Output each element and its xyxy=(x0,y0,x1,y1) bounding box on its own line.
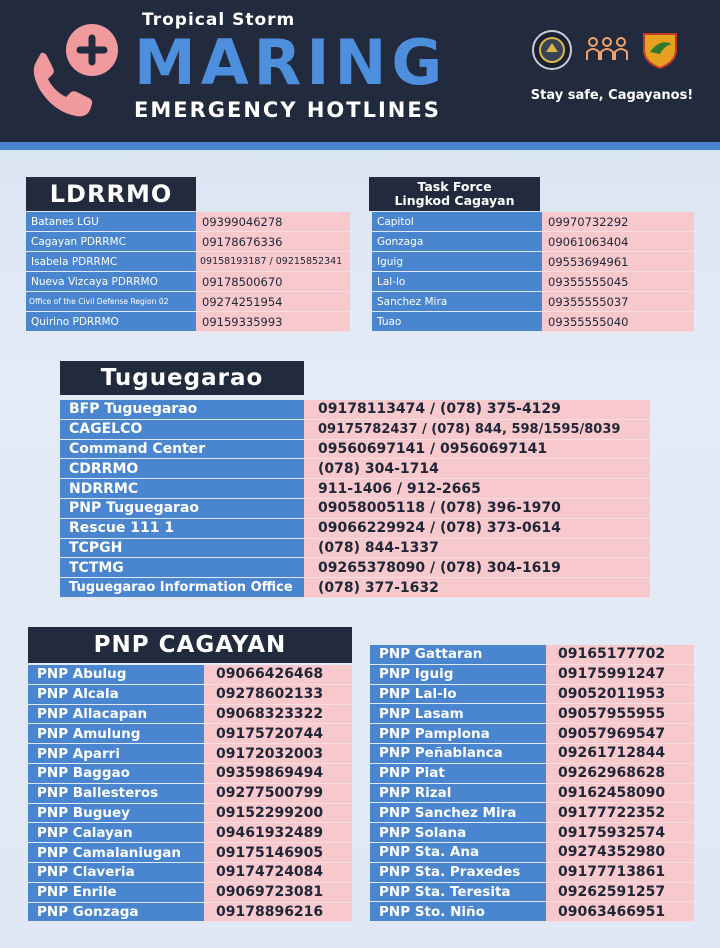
phone-number: 09277500799 xyxy=(204,784,352,804)
agency-name: Command Center xyxy=(60,440,304,460)
phone-number: 09178113474 / (078) 375-4129 xyxy=(304,400,650,420)
tuguegarao-title xyxy=(60,361,304,395)
station-name: PNP Alcala xyxy=(28,685,204,705)
table-row xyxy=(372,232,694,252)
phone-number: 09178676336 xyxy=(196,232,350,252)
table-row xyxy=(28,784,352,804)
phone-number: 911-1406 / 912-2665 xyxy=(304,479,650,499)
table-row xyxy=(26,252,350,272)
station-name: PNP Lal-lo xyxy=(370,685,546,705)
station-name: PNP Solana xyxy=(370,823,546,843)
table-row xyxy=(28,823,352,843)
phone-number: 09152299200 xyxy=(204,804,352,824)
station-name: PNP Sta. Praxedes xyxy=(370,863,546,883)
table-row xyxy=(372,252,694,272)
table-row xyxy=(26,312,350,332)
agency-name: Nueva Vizcaya PDRRMO xyxy=(26,272,196,292)
station-name: PNP Rizal xyxy=(370,784,546,804)
table-row xyxy=(60,479,650,499)
phone-number: 09178896216 xyxy=(204,903,352,923)
station-name: PNP Baggao xyxy=(28,764,204,784)
phone-number: 09262591257 xyxy=(546,883,694,903)
phone-number: 09261712844 xyxy=(546,744,694,764)
agency-name: BFP Tuguegarao xyxy=(60,400,304,420)
phone-number: 09175932574 xyxy=(546,823,694,843)
station-name: PNP Amulung xyxy=(28,724,204,744)
tuguegarao-table xyxy=(60,400,650,598)
header-divider-strip xyxy=(0,142,720,150)
agency-name: Quirino PDRRMO xyxy=(26,312,196,332)
agency-name: Rescue 111 1 xyxy=(60,519,304,539)
table-row xyxy=(28,724,352,744)
agency-name: Cagayan PDRRMC xyxy=(26,232,196,252)
table-row xyxy=(28,863,352,883)
table-row xyxy=(28,685,352,705)
table-row xyxy=(372,312,694,332)
task-force-title-line2: Lingkod Cagayan xyxy=(394,193,515,208)
phone-number: 09175146905 xyxy=(204,843,352,863)
phone-number: 09178500670 xyxy=(196,272,350,292)
phone-number: 09359869494 xyxy=(204,764,352,784)
table-row xyxy=(370,724,694,744)
table-row xyxy=(372,272,694,292)
table-row xyxy=(370,803,694,823)
table-row xyxy=(28,764,352,784)
agency-name: Tuguegarao Information Office xyxy=(60,578,304,598)
agency-name: TCPGH xyxy=(60,539,304,559)
table-row xyxy=(60,459,650,479)
pnp-cagayan-title-text: PNP CAGAYAN xyxy=(93,632,287,658)
table-row xyxy=(26,232,350,252)
phone-number: 09265378090 / (078) 304-1619 xyxy=(304,558,650,578)
table-row xyxy=(370,764,694,784)
table-row xyxy=(60,440,650,460)
tuguegarao-title-text: Tuguegarao xyxy=(100,365,264,391)
tagline: Stay safe, Cagayanos! xyxy=(530,88,694,103)
station-name: PNP Sanchez Mira xyxy=(370,803,546,823)
table-row xyxy=(370,823,694,843)
phone-number: 09068323322 xyxy=(204,705,352,725)
station-name: PNP Sta. Teresita xyxy=(370,883,546,903)
phone-number: 09159335993 xyxy=(196,312,350,332)
agency-name: TCTMG xyxy=(60,558,304,578)
phone-number: 09175782437 / (078) 844, 598/1595/8039 xyxy=(304,420,650,440)
phone-number: 09061063404 xyxy=(542,232,694,252)
location-name: Capitol xyxy=(372,212,542,232)
table-row xyxy=(370,902,694,922)
station-name: PNP Gonzaga xyxy=(28,903,204,923)
shield-logo-icon xyxy=(640,30,680,70)
phone-number: 09278602133 xyxy=(204,685,352,705)
phone-number: 09560697141 / 09560697141 xyxy=(304,440,650,460)
agency-name: PNP Tuguegarao xyxy=(60,499,304,519)
phone-number: (078) 304-1714 xyxy=(304,459,650,479)
ldrrmo-title-text: LDRRMO xyxy=(49,180,173,208)
table-row xyxy=(26,292,350,312)
table-row xyxy=(28,883,352,903)
agency-logos xyxy=(532,30,682,74)
station-name: PNP Sta. Ana xyxy=(370,843,546,863)
station-name: PNP Ballesteros xyxy=(28,784,204,804)
phone-number: 09172032003 xyxy=(204,744,352,764)
phone-number: 09175991247 xyxy=(546,665,694,685)
phone-number: 09162458090 xyxy=(546,784,694,804)
pnp-right-table xyxy=(370,645,694,922)
agency-name: CDRRMO xyxy=(60,459,304,479)
station-name: PNP Sto. Niño xyxy=(370,902,546,922)
table-row xyxy=(372,292,694,312)
agency-name: Office of the Civil Defense Region 02 xyxy=(26,292,196,312)
storm-type-label: Tropical Storm xyxy=(142,10,296,30)
seal-logo-icon xyxy=(532,30,572,70)
agency-name: Batanes LGU xyxy=(26,212,196,232)
station-name: PNP Calayan xyxy=(28,823,204,843)
table-row xyxy=(370,843,694,863)
table-row xyxy=(28,843,352,863)
phone-number: 09970732292 xyxy=(542,212,694,232)
table-row xyxy=(60,420,650,440)
table-row xyxy=(28,903,352,923)
station-name: PNP Aparri xyxy=(28,744,204,764)
table-row xyxy=(370,704,694,724)
table-row xyxy=(370,665,694,685)
table-row xyxy=(60,519,650,539)
station-name: PNP Claveria xyxy=(28,863,204,883)
table-row xyxy=(370,883,694,903)
phone-number: 09553694961 xyxy=(542,252,694,272)
phone-number: 09274251954 xyxy=(196,292,350,312)
pnp-left-table xyxy=(28,665,352,922)
phone-number: 09175720744 xyxy=(204,724,352,744)
phone-number: 09355555040 xyxy=(542,312,694,332)
station-name: PNP Abulug xyxy=(28,665,204,685)
phone-number: 09058005118 / (078) 396-1970 xyxy=(304,499,650,519)
phone-number: 09177722352 xyxy=(546,803,694,823)
ldrrmo-table xyxy=(26,212,350,332)
phone-number: 09158193187 / 09215852341 xyxy=(196,252,350,272)
phone-number: 09355555045 xyxy=(542,272,694,292)
table-row xyxy=(370,784,694,804)
table-row xyxy=(28,665,352,685)
phone-number: 09274352980 xyxy=(546,843,694,863)
storm-name-title: MARING xyxy=(134,26,448,99)
hotlines-subtitle: EMERGENCY HOTLINES xyxy=(134,98,441,122)
phone-number: (078) 844-1337 xyxy=(304,539,650,559)
table-row xyxy=(60,539,650,559)
location-name: Iguig xyxy=(372,252,542,272)
location-name: Lal-lo xyxy=(372,272,542,292)
station-name: PNP Allacapan xyxy=(28,705,204,725)
table-row xyxy=(370,645,694,665)
table-row xyxy=(60,558,650,578)
agency-name: Isabela PDRRMC xyxy=(26,252,196,272)
phone-number: 09355555037 xyxy=(542,292,694,312)
station-name: PNP Camalaniugan xyxy=(28,843,204,863)
station-name: PNP Peñablanca xyxy=(370,744,546,764)
ldrrmo-title xyxy=(26,177,196,211)
location-name: Gonzaga xyxy=(372,232,542,252)
phone-number: 09461932489 xyxy=(204,823,352,843)
phone-number: 09165177702 xyxy=(546,645,694,665)
table-row xyxy=(60,400,650,420)
table-row xyxy=(28,804,352,824)
station-name: PNP Pamplona xyxy=(370,724,546,744)
station-name: PNP Enrile xyxy=(28,883,204,903)
phone-number: 09052011953 xyxy=(546,685,694,705)
station-name: PNP Gattaran xyxy=(370,645,546,665)
people-group-icon xyxy=(584,30,630,70)
task-force-table xyxy=(372,212,694,332)
phone-number: 09057969547 xyxy=(546,724,694,744)
phone-number: 09063466951 xyxy=(546,902,694,922)
table-row xyxy=(372,212,694,232)
task-force-title xyxy=(369,177,540,211)
phone-number: 09399046278 xyxy=(196,212,350,232)
location-name: Tuao xyxy=(372,312,542,332)
table-row xyxy=(60,578,650,598)
station-name: PNP Buguey xyxy=(28,804,204,824)
phone-number: 09066229924 / (078) 373-0614 xyxy=(304,519,650,539)
phone-number: 09069723081 xyxy=(204,883,352,903)
phone-number: 09057955955 xyxy=(546,704,694,724)
phone-number: 09262968628 xyxy=(546,764,694,784)
phone-number: 09177713861 xyxy=(546,863,694,883)
location-name: Sanchez Mira xyxy=(372,292,542,312)
table-row xyxy=(26,212,350,232)
table-row xyxy=(28,705,352,725)
phone-medical-icon xyxy=(22,14,126,118)
table-row xyxy=(370,863,694,883)
phone-number: (078) 377-1632 xyxy=(304,578,650,598)
station-name: PNP Lasam xyxy=(370,704,546,724)
station-name: PNP Iguig xyxy=(370,665,546,685)
table-row xyxy=(370,685,694,705)
table-row xyxy=(26,272,350,292)
pnp-cagayan-title xyxy=(28,627,352,663)
phone-number: 09066426468 xyxy=(204,665,352,685)
agency-name: CAGELCO xyxy=(60,420,304,440)
agency-name: NDRRMC xyxy=(60,479,304,499)
task-force-title-line1: Task Force xyxy=(417,179,492,194)
phone-number: 09174724084 xyxy=(204,863,352,883)
station-name: PNP Piat xyxy=(370,764,546,784)
table-row xyxy=(60,499,650,519)
header-banner xyxy=(0,0,720,142)
table-row xyxy=(28,744,352,764)
table-row xyxy=(370,744,694,764)
